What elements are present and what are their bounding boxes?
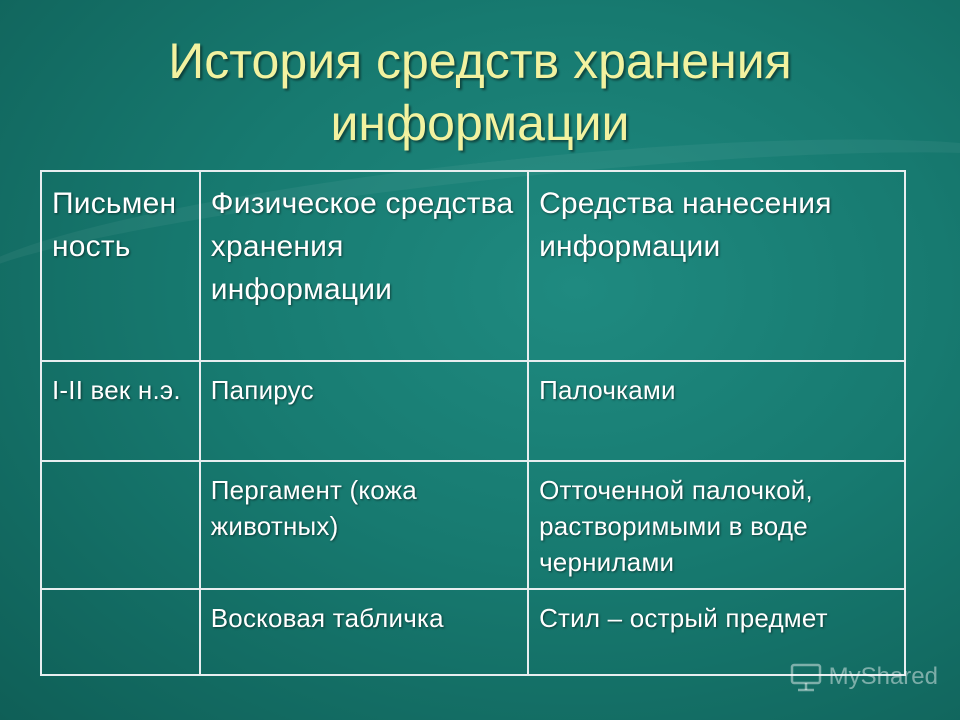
slide-title: История средств хранения информации <box>168 33 792 151</box>
history-table <box>40 170 906 676</box>
watermark-text: MyShared <box>828 663 938 690</box>
table-cell <box>41 461 200 589</box>
header-cell-writing: Письмен ность <box>41 171 200 361</box>
presentation-board-icon <box>789 662 823 692</box>
header-cell-writing-tools: Средства нанесения информации <box>528 171 905 361</box>
watermark <box>789 662 938 692</box>
table-header-row <box>41 171 905 361</box>
table-row <box>41 589 905 675</box>
table-cell: Пергамент (кожа животных) <box>200 461 528 589</box>
table-row <box>41 461 905 589</box>
table-cell <box>41 589 200 675</box>
table-cell: Папирус <box>200 361 528 461</box>
table-cell: Отточенной палочкой, растворимыми в воде чернилами <box>528 461 905 589</box>
table-row <box>41 361 905 461</box>
header-cell-physical-media: Физическое средства хранения информации <box>200 171 528 361</box>
table-cell: I-II век н.э. <box>41 361 200 461</box>
table-cell: Палочками <box>528 361 905 461</box>
table-cell: Восковая табличка <box>200 589 528 675</box>
table-cell: Стил – острый предмет <box>528 589 905 675</box>
